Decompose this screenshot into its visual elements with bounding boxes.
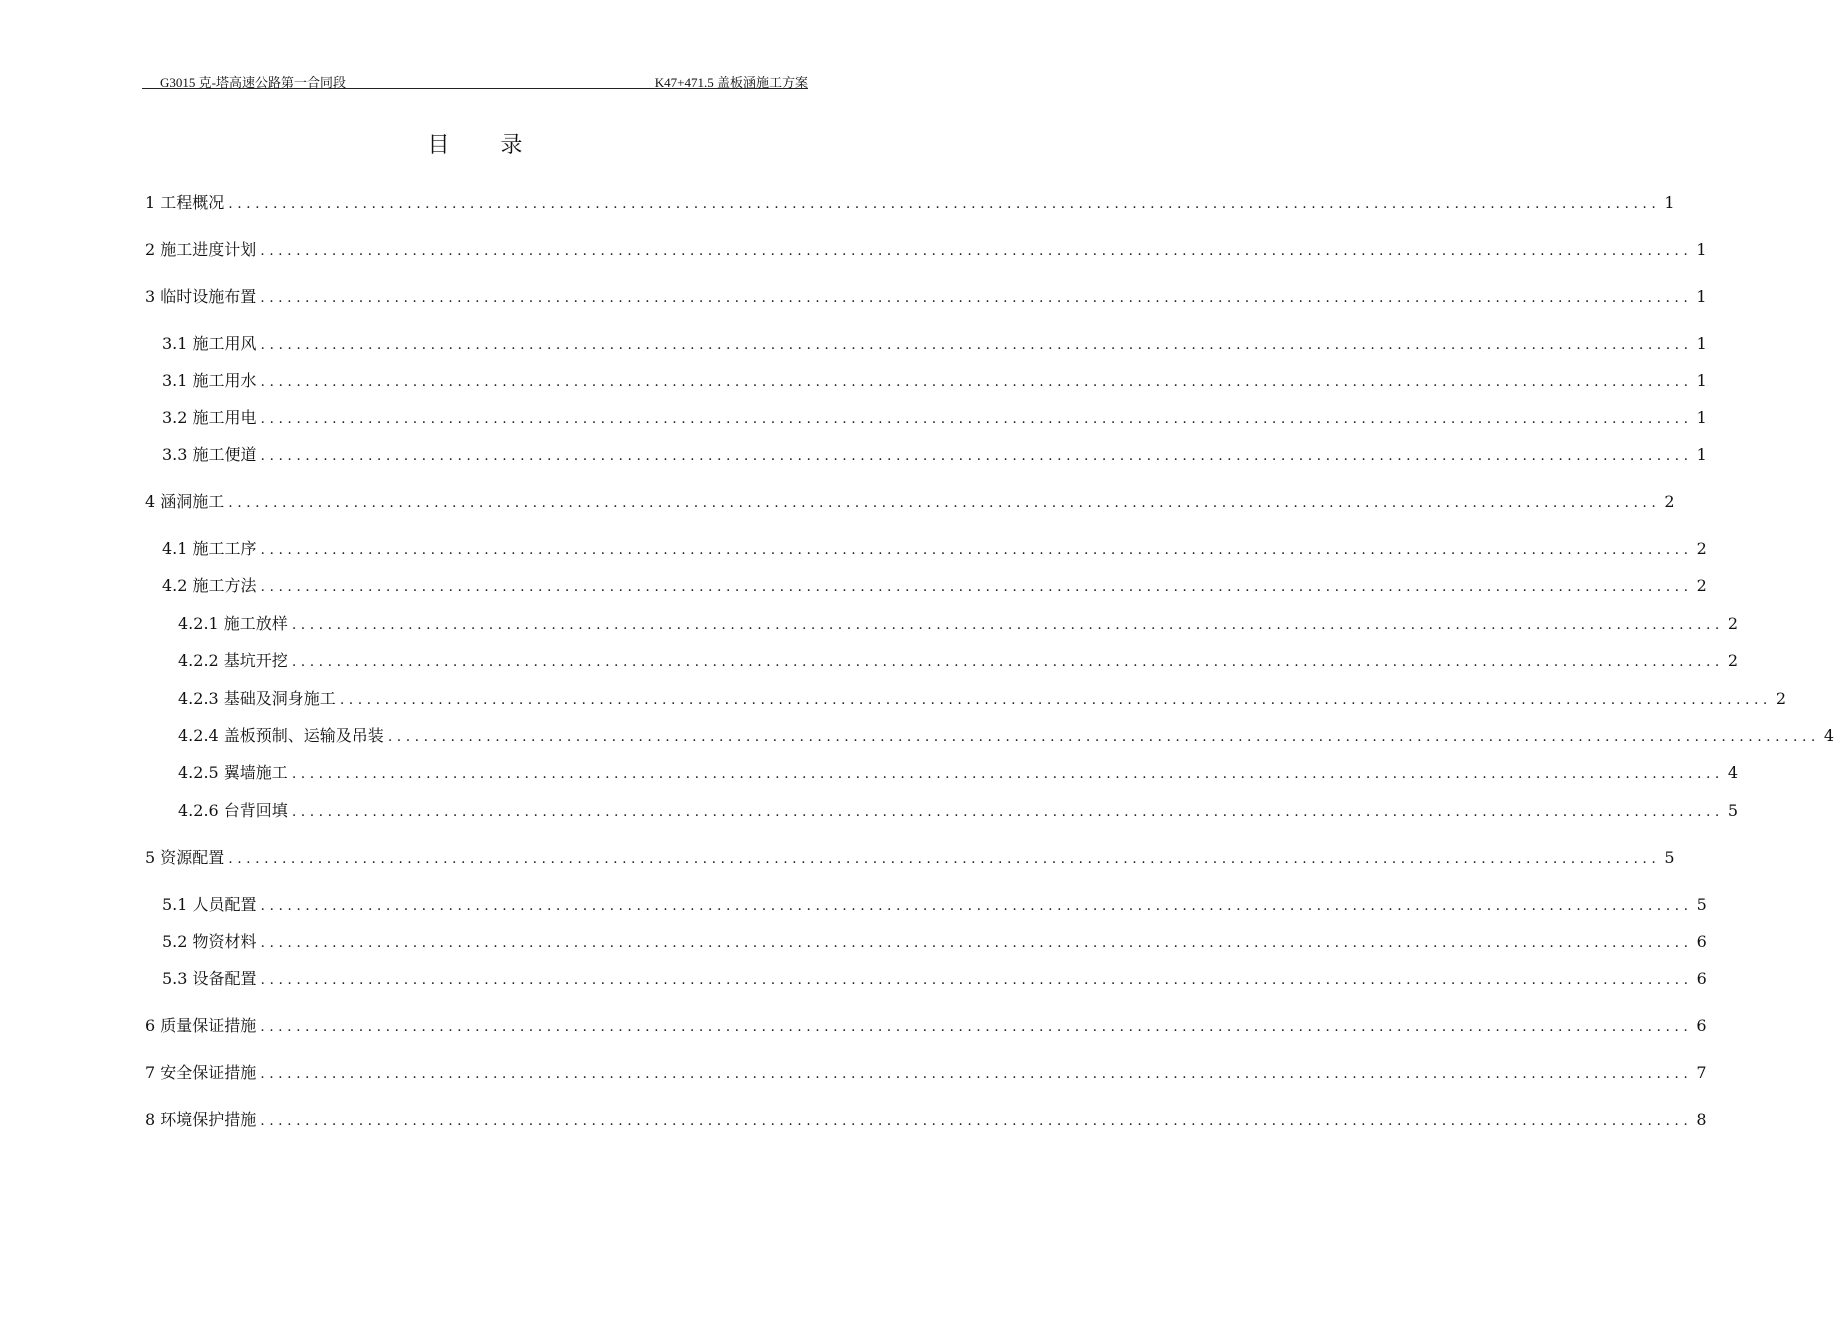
toc-entry-page-number: 2 — [1696, 539, 1707, 558]
toc-entry-label: 6 质量保证措施 — [145, 1016, 257, 1035]
toc-entry-page-number: 1 — [1696, 408, 1707, 427]
toc-dot-leader: ................................................................................................................................................................ — [260, 1066, 1693, 1082]
toc-entry-page-number: 5 — [1664, 848, 1675, 867]
toc-entry-label: 4.2.6 台背回填 — [178, 801, 288, 820]
toc-dot-leader: ................................................................................................................................................................ — [260, 972, 1693, 988]
toc-dot-leader: ................................................................................................................................................................ — [291, 804, 1724, 820]
toc-entry-page-number: 1 — [1696, 334, 1707, 353]
toc-entry-label: 4.2.5 翼墙施工 — [178, 763, 288, 782]
toc-entry-label: 3 临时设施布置 — [145, 287, 257, 306]
toc-entry[interactable] — [178, 798, 1739, 822]
toc-dot-leader: ................................................................................................................................................................ — [260, 448, 1693, 464]
toc-entry[interactable] — [162, 368, 1707, 392]
toc-entry-label: 4.2.2 基坑开挖 — [178, 651, 288, 670]
toc-entry-page-number: 1 — [1696, 445, 1707, 464]
toc-entry-label: 7 安全保证措施 — [145, 1063, 257, 1082]
toc-dot-leader: ................................................................................................................................................................ — [260, 1113, 1693, 1129]
header-document-title: K47+471.5 盖板涵施工方案 — [654, 75, 808, 90]
toc-dot-leader: ................................................................................................................................................................ — [291, 617, 1724, 633]
toc-entry-page-number: 2 — [1727, 651, 1739, 670]
toc-entry-page-number: 4 — [1727, 763, 1739, 782]
toc-dot-leader: ................................................................................................................................................................ — [260, 337, 1693, 353]
toc-dot-leader: ................................................................................................................................................................ — [228, 196, 1661, 212]
toc-entry-label: 8 环境保护措施 — [145, 1110, 257, 1129]
toc-entry[interactable] — [162, 929, 1707, 953]
toc-entry-label: 4.2.3 基础及洞身施工 — [178, 689, 336, 708]
toc-entry-page-number: 6 — [1696, 969, 1707, 988]
toc-dot-leader: ................................................................................................................................................................ — [260, 290, 1693, 306]
toc-entry-page-number: 5 — [1696, 895, 1707, 914]
toc-entry[interactable] — [145, 1013, 1707, 1037]
toc-dot-leader: ................................................................................................................................................................ — [260, 243, 1693, 259]
toc-entry[interactable] — [162, 892, 1707, 916]
toc-dot-leader: ................................................................................................................................................................ — [260, 411, 1693, 427]
toc-entry-label: 5 资源配置 — [145, 848, 225, 867]
toc-entry-page-number: 7 — [1696, 1063, 1707, 1082]
toc-entry-label: 1 工程概况 — [145, 193, 225, 212]
toc-entry-page-number: 4 — [1823, 726, 1834, 745]
toc-title: 目 录 — [427, 133, 545, 158]
toc-entry-label: 3.1 施工用风 — [162, 334, 257, 353]
toc-entry-page-number: 5 — [1727, 801, 1739, 820]
toc-dot-leader: ................................................................................................................................................................ — [260, 1019, 1693, 1035]
toc-dot-leader: ................................................................................................................................................................ — [228, 495, 1661, 511]
toc-entry-label: 3.3 施工便道 — [162, 445, 257, 464]
toc-entry-page-number: 2 — [1727, 614, 1739, 633]
toc-entry[interactable] — [178, 723, 1834, 747]
header-project-name: G3015 克-塔高速公路第一合同段 — [160, 75, 346, 90]
toc-entry-label: 4 涵洞施工 — [145, 492, 225, 511]
toc-entry[interactable] — [162, 331, 1707, 355]
toc-entry[interactable] — [145, 845, 1675, 869]
toc-entry-page-number: 8 — [1696, 1110, 1707, 1129]
toc-entry-page-number: 6 — [1696, 932, 1707, 951]
toc-entry[interactable] — [162, 442, 1707, 466]
toc-entry-label: 5.2 物资材料 — [162, 932, 257, 951]
toc-entry-label: 3.1 施工用水 — [162, 371, 257, 390]
toc-entry-page-number: 6 — [1696, 1016, 1707, 1035]
toc-entry-label: 3.2 施工用电 — [162, 408, 257, 427]
toc-entry[interactable] — [145, 1107, 1707, 1131]
toc-entry-page-number: 1 — [1696, 240, 1707, 259]
toc-entry[interactable] — [145, 489, 1675, 513]
toc-entry[interactable] — [145, 237, 1707, 261]
toc-entry-page-number: 1 — [1664, 193, 1675, 212]
toc-entry-label: 4.2 施工方法 — [162, 576, 257, 595]
toc-entry[interactable] — [178, 686, 1787, 710]
toc-entry[interactable] — [178, 648, 1739, 672]
toc-entry[interactable] — [178, 760, 1739, 784]
toc-entry-page-number: 1 — [1696, 371, 1707, 390]
toc-entry[interactable] — [162, 966, 1707, 990]
toc-entry[interactable] — [145, 284, 1707, 308]
page-header — [142, 70, 808, 89]
toc-entry-page-number: 1 — [1696, 287, 1707, 306]
toc-entry[interactable] — [145, 190, 1675, 214]
toc-entry[interactable] — [145, 1060, 1707, 1084]
toc-entry-label: 5.1 人员配置 — [162, 895, 257, 914]
toc-dot-leader: ................................................................................................................................................................ — [291, 766, 1724, 782]
toc-dot-leader: ................................................................................................................................................................ — [260, 542, 1693, 558]
toc-entry-page-number: 2 — [1775, 689, 1787, 708]
toc-entry-page-number: 2 — [1664, 492, 1675, 511]
toc-dot-leader: ................................................................................................................................................................ — [228, 851, 1661, 867]
toc-dot-leader: ................................................................................................................................................................ — [291, 654, 1724, 670]
toc-dot-leader: ................................................................................................................................................................ — [260, 579, 1693, 595]
toc-entry-label: 4.1 施工工序 — [162, 539, 257, 558]
toc-entry[interactable] — [162, 573, 1707, 597]
toc-dot-leader: ................................................................................................................................................................ — [260, 374, 1693, 390]
toc-entry[interactable] — [162, 536, 1707, 560]
toc-entry-label: 4.2.4 盖板预制、运输及吊装 — [178, 726, 384, 745]
toc-dot-leader: ................................................................................................................................................................ — [339, 692, 1772, 708]
toc-entry-label: 4.2.1 施工放样 — [178, 614, 288, 633]
toc-entry[interactable] — [162, 405, 1707, 429]
toc-entry-page-number: 2 — [1696, 576, 1707, 595]
toc-dot-leader: ................................................................................................................................................................ — [260, 898, 1693, 914]
toc-entry-label: 5.3 设备配置 — [162, 969, 257, 988]
toc-entry[interactable] — [178, 611, 1739, 635]
toc-entry-label: 2 施工进度计划 — [145, 240, 257, 259]
toc-dot-leader: ................................................................................................................................................................ — [260, 935, 1693, 951]
toc-dot-leader: ................................................................................................................................................................ — [387, 729, 1820, 745]
